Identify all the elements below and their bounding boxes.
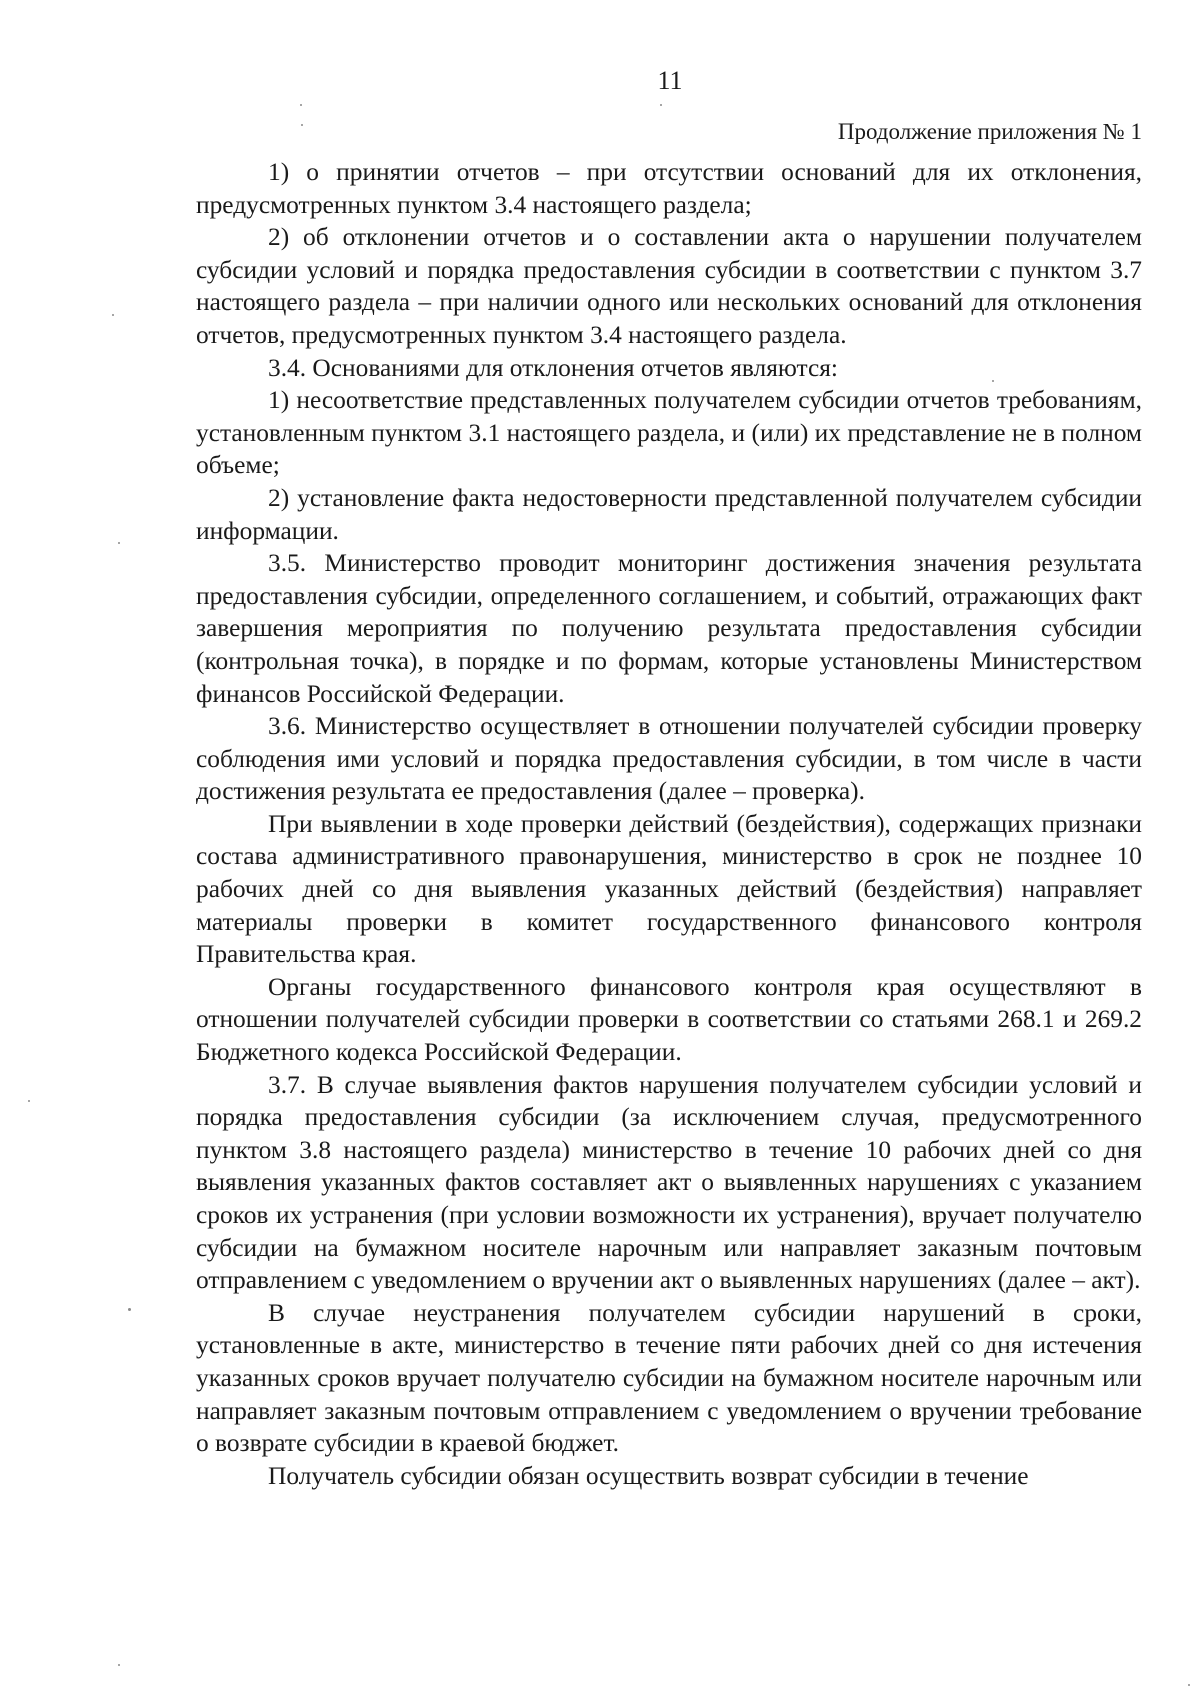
scan-speck <box>992 380 994 382</box>
scan-speck <box>112 314 114 316</box>
paragraph: При выявлении в ходе проверки действий (бездействия), содержащих признаки состава административного правонарушения, министерство в срок не позднее 10 рабочих дней со дня выявления указанных действий (бездействия) направляет материалы проверки в комитет государственного финансового контроля Правительства края. <box>196 809 1142 969</box>
scan-speck <box>28 1100 30 1102</box>
scan-speck <box>118 1664 120 1666</box>
scan-speck <box>118 542 120 544</box>
scan-speck <box>1188 1684 1190 1686</box>
appendix-continuation-note: Продолжение приложения № 1 <box>837 119 1142 144</box>
scan-speck <box>128 1308 131 1311</box>
document-body <box>196 156 1142 1492</box>
paragraph: В случае неустранения получателем субсидии нарушений в сроки, установленные в акте, министерство в течение пяти рабочих дней со дня истечения указанных сроков вручает получателю субсидии на бумажном носителе нарочным или направляет заказным почтовым отправлением с уведомлением о вручении требование о возврате субсидии в краевой бюджет. <box>196 1298 1142 1458</box>
paragraph: 1) о принятии отчетов – при отсутствии оснований для их отклонения, предусмотренных пунктом 3.4 настоящего раздела; <box>196 158 1142 219</box>
paragraph: 2) об отклонении отчетов и о составлении акта о нарушении получателем субсидии условий и порядка предоставления субсидии в соответствии с пунктом 3.7 настоящего раздела – при наличии одного или нескольких оснований для отклонения отчетов, предусмотренных пунктом 3.4 настоящего раздела. <box>196 223 1142 349</box>
scan-speck <box>660 104 662 106</box>
paragraph: 2) установление факта недостоверности представленной получателем субсидии информации. <box>196 483 1142 545</box>
paragraph: Получатель субсидии обязан осуществить возврат субсидии в течение <box>268 1461 1029 1490</box>
paragraph: 3.6. Министерство осуществляет в отношении получателей субсидии проверку соблюдения ими условий и порядка предоставления субсидии, в том числе в части достижения результата ее предоставления (далее – проверка). <box>196 712 1142 806</box>
paragraph: 3.4. Основаниями для отклонения отчетов являются: <box>268 353 838 382</box>
page-number: 11 <box>657 66 683 95</box>
scan-speck <box>301 124 303 126</box>
paragraph: 1) несоответствие представленных получателем субсидии отчетов требованиям, установленным пунктом 3.1 настоящего раздела, и (или) их представление не в полном объеме; <box>196 386 1142 480</box>
paragraph: 3.5. Министерство проводит мониторинг достижения значения результата предоставления субсидии, определенного соглашением, и событий, отражающих факт завершения мероприятия по получению результата предоставления субсидии (контрольная точка), в порядке и по формам, которые установлены Министерством финансов Российской Федерации. <box>196 549 1142 708</box>
paragraph: 3.7. В случае выявления фактов нарушения получателем субсидии условий и порядка предоставления субсидии (за исключением случая, предусмотренного пунктом 3.8 настоящего раздела) министерство в течение 10 рабочих дней со дня выявления указанных фактов составляет акт о выявленных нарушениях с указанием сроков их устранения (при условии возможности их устранения), вручает получателю субсидии на бумажном носителе нарочным или направляет заказным почтовым отправлением с уведомлением о вручении акт о выявленных нарушениях (далее – акт). <box>196 1070 1142 1295</box>
paragraph: Органы государственного финансового контроля края осуществляют в отношении получателей субсидии проверки в соответствии со статьями 268.1 и 269.2 Бюджетного кодекса Российской Федерации. <box>196 972 1142 1067</box>
scan-speck <box>300 104 302 106</box>
